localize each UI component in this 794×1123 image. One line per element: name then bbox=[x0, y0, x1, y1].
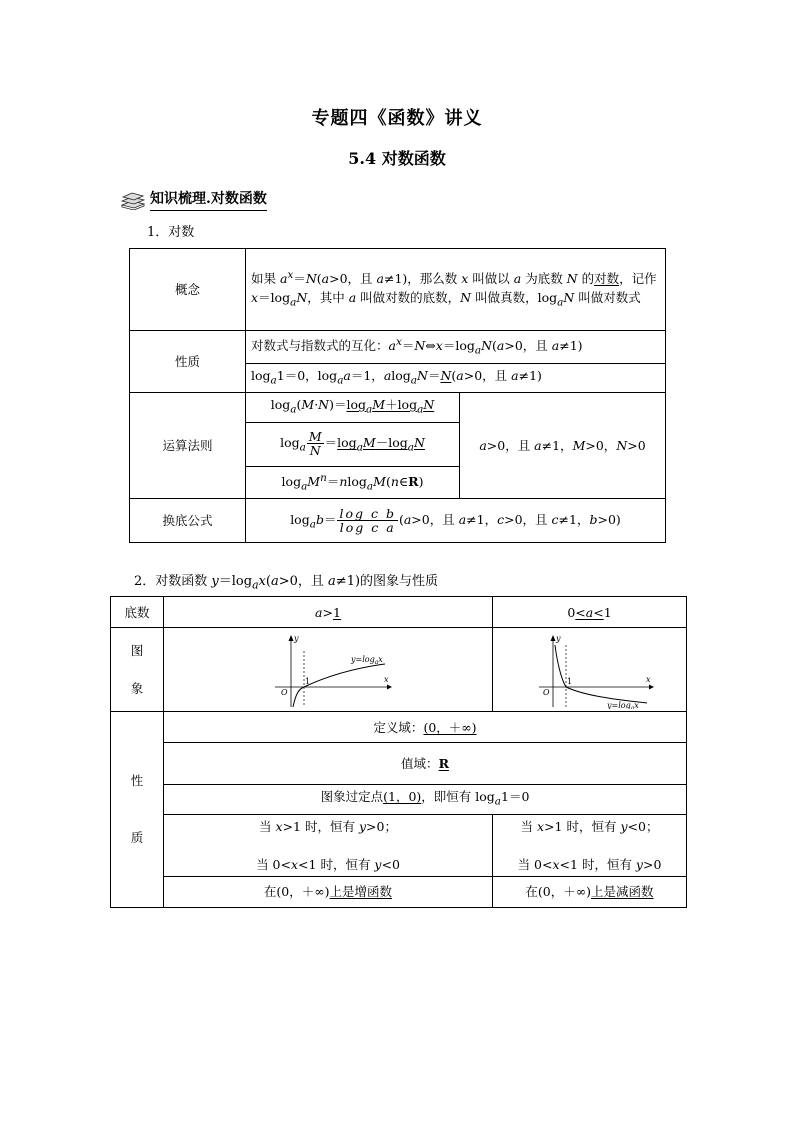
part2-heading: 2．对数函数 $y=\log_ax(a>0$，且 a≠1)的图象与性质 bbox=[134, 574, 439, 592]
change-label: 换底公式 bbox=[130, 499, 246, 543]
log-function-table bbox=[110, 596, 687, 908]
monotonic-gt1: 在(0，＋∞)上是增函数 bbox=[164, 876, 493, 907]
svg-text:O: O bbox=[281, 687, 288, 697]
rules-condition: a>0，且 a≠1，M>0，N>0 bbox=[460, 393, 666, 499]
svg-text:y: y bbox=[294, 633, 299, 643]
rule-product: $\log_a(M\cdot N)=\log_aM+\log_aN$ bbox=[246, 393, 460, 423]
part1-heading: 1．对数 bbox=[147, 225, 195, 240]
section-header-text: 知识梳理.对数函数 bbox=[150, 188, 267, 211]
increasing-log-graph bbox=[263, 631, 393, 709]
rule-quotient: $\log_a$ $\frac{M}{N}$ $=\log_aM-\log_aN$ bbox=[246, 422, 460, 466]
property-label: 性质 bbox=[130, 331, 246, 393]
page-subtitle: 5.4 对数函数 bbox=[348, 149, 446, 168]
concept-text: 如果 $a^x=N(a>0$，且 a≠1)，那么数 x 叫做以 a 为底数 N 的对数，记作 $x=\log_aN$，其中 a 叫做对数的底数，N 叫做真数，$\log_aN$ 叫做对数式 bbox=[246, 249, 666, 331]
graph-label: 图 象 bbox=[111, 628, 164, 712]
case-a-gt-1: a>1 bbox=[164, 597, 493, 628]
property-values: $\log_a1=0$，$\log_aa=1$，alog$_a$N＝N(a>0，且 a≠1) bbox=[246, 363, 666, 393]
case-a-lt-1: 0<a<1 bbox=[493, 597, 687, 628]
property-interchange: 对数式与指数式的互化：$a^x=N\Leftrightarrow x=\log_aN(a>0$，且 a≠1) bbox=[246, 331, 666, 364]
base-label: 底数 bbox=[111, 597, 164, 628]
rules-label: 运算法则 bbox=[130, 393, 246, 499]
decreasing-log-graph bbox=[525, 631, 655, 709]
monotonic-lt1: 在(0，＋∞)上是减函数 bbox=[493, 876, 687, 907]
svg-text:y=logax: $y=\log_ax$ bbox=[606, 700, 639, 709]
domain-row: 定义域：(0，＋∞) bbox=[164, 712, 687, 743]
fixed-point-row: 图象过定点(1，0)，即恒有 $\log_a1=0$ bbox=[164, 785, 687, 815]
logarithm-table bbox=[129, 248, 666, 543]
svg-text:1: 1 bbox=[566, 676, 572, 686]
range-row: 值域：R bbox=[164, 743, 687, 785]
books-icon bbox=[120, 190, 146, 210]
svg-text:y=logax: $y=\log_ax$ bbox=[351, 654, 383, 666]
graph-cell-gt1 bbox=[164, 628, 493, 712]
svg-text:y: y bbox=[555, 633, 561, 643]
svg-text:x: x bbox=[384, 674, 389, 684]
section-header bbox=[120, 188, 267, 211]
props-label: 性 质 bbox=[111, 712, 164, 908]
rule-power: $\log_aM^n=nlog_aM(n\in R)$ bbox=[246, 466, 460, 499]
graph-cell-lt1 bbox=[493, 628, 687, 712]
sign-lt1: 当 x>1 时，恒有 y<0； 当 0<x<1 时，恒有 y>0 bbox=[493, 814, 687, 876]
page-title: 专题四《函数》讲义 bbox=[311, 108, 483, 129]
svg-text:x: x bbox=[645, 674, 651, 684]
svg-text:O: O bbox=[542, 687, 550, 697]
change-formula: $\log_ab=$ $\frac{\text{log c b}}{\text{log c a}}$ (a>0，且 a≠1，c>0，且 c≠1，b>0) bbox=[246, 499, 666, 543]
svg-text:1: 1 bbox=[305, 676, 311, 686]
sign-gt1: 当 x>1 时，恒有 y>0； 当 0<x<1 时，恒有 y<0 bbox=[164, 814, 493, 876]
concept-label: 概念 bbox=[130, 249, 246, 331]
